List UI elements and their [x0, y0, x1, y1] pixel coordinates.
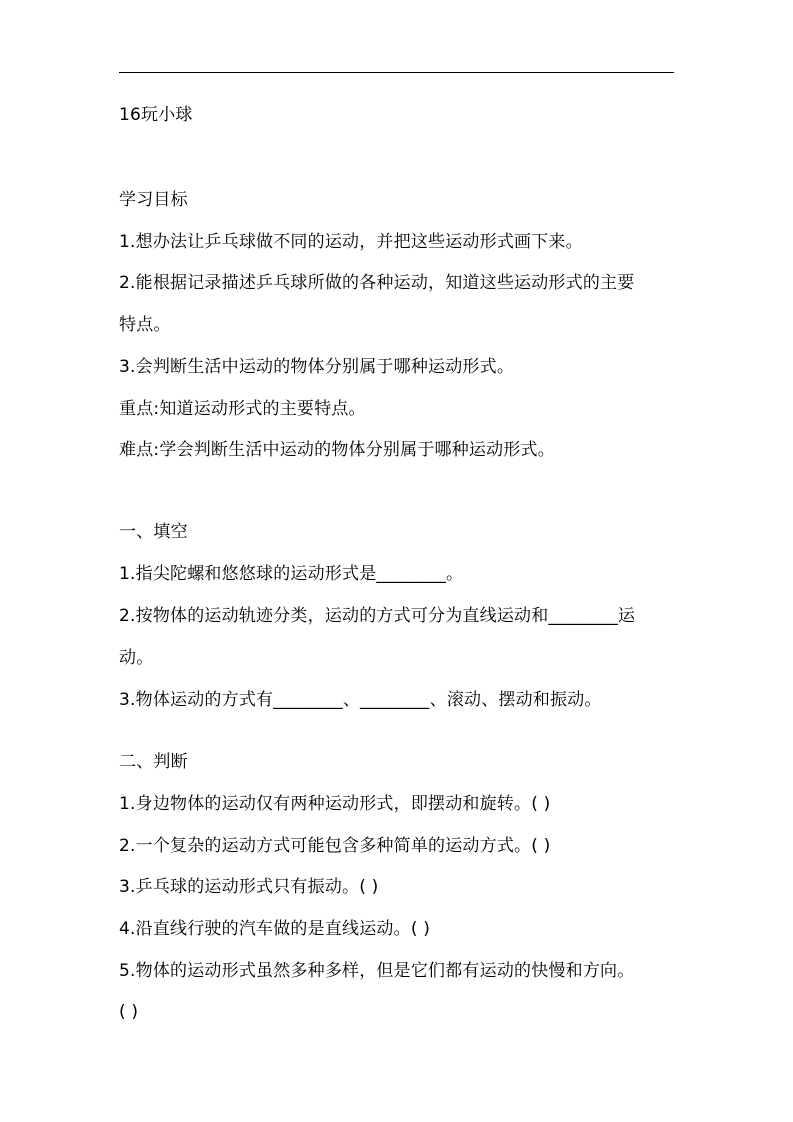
judge-question-4: 4.沿直线行驶的汽车做的是直线运动。( ) — [119, 919, 431, 939]
difficult-point: 难点:学会判断生活中运动的物体分别属于哪种运动形式。 — [119, 440, 555, 460]
objective-item-3: 3.会判断生活中运动的物体分别属于哪种运动形式。 — [119, 357, 515, 377]
fill-blank-heading: 一、填空 — [119, 522, 188, 542]
fill-blank-question-1: 1.指尖陀螺和悠悠球的运动形式是________。 — [119, 564, 464, 584]
objective-item-1: 1.想办法让乒乓球做不同的运动，并把这些运动形式画下来。 — [119, 232, 583, 252]
objective-item-2-continued: 特点。 — [119, 315, 171, 335]
objective-item-2: 2.能根据记录描述乒乓球所做的各种运动，知道这些运动形式的主要 — [119, 273, 635, 293]
judge-question-1: 1.身边物体的运动仅有两种运动形式，即摆动和旋转。( ) — [119, 794, 551, 814]
fill-blank-question-3: 3.物体运动的方式有________、________、滚动、摆动和振动。 — [119, 690, 602, 710]
judge-heading: 二、判断 — [119, 752, 188, 772]
header-rule — [119, 72, 674, 73]
lesson-title: 16玩小球 — [119, 105, 193, 125]
judge-question-2: 2.一个复杂的运动方式可能包含多种简单的运动方式。( ) — [119, 836, 551, 856]
judge-question-5: 5.物体的运动形式虽然多种多样，但是它们都有运动的快慢和方向。 — [119, 961, 635, 981]
objectives-heading: 学习目标 — [119, 190, 188, 210]
key-point: 重点:知道运动形式的主要特点。 — [119, 399, 366, 419]
fill-blank-question-2-continued: 动。 — [119, 648, 154, 668]
judge-question-3: 3.乒乓球的运动形式只有振动。( ) — [119, 877, 379, 897]
fill-blank-question-2: 2.按物体的运动轨迹分类，运动的方式可分为直线运动和________运 — [119, 606, 636, 626]
judge-question-5-answer: ( ) — [119, 1002, 139, 1022]
